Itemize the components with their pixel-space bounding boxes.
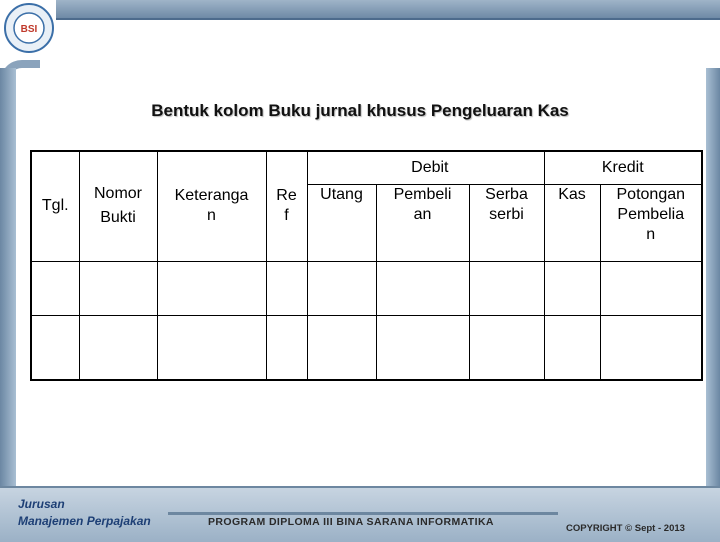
slide-title: Bentuk kolom Buku jurnal khusus Pengeluaran Kas [151,101,569,120]
potongan-label-line1: Potongan [616,185,686,203]
table-cell [157,315,266,380]
footer-program-text: PROGRAM DIPLOMA III BINA SARANA INFORMATIKA [208,516,494,528]
table-cell [376,315,469,380]
kredit-label: Kredit [601,158,644,176]
table-cell [544,315,600,380]
footer-copyright: COPYRIGHT © Sept - 2013 [566,523,685,534]
col-header-utang [307,184,376,261]
table-cell [31,315,79,380]
potongan-label-line3: n [646,225,656,243]
col-header-nomor-bukti [79,151,157,261]
col-header-kas [544,184,600,261]
table-cell [469,261,544,315]
col-header-tgl [31,151,79,261]
table-row [31,261,702,315]
table-cell [79,261,157,315]
top-banner-strip [56,0,720,20]
bukti-label: Bukti [100,209,136,227]
group-header-debit [307,151,544,184]
right-frame-bar [706,68,720,488]
jurnal-pengeluaran-kas-table [30,150,703,381]
serba-label-line1: Serba [485,185,528,203]
table-cell [544,261,600,315]
col-header-potongan-pembelian [600,184,702,261]
keterangan-label-line1: Keteranga [174,187,249,205]
pembelian-label-line1: Pembeli [393,185,452,203]
table-header-row-1 [31,151,702,184]
table-cell [600,261,702,315]
col-header-serba-serbi [469,184,544,261]
ref-label-line1: Re [276,187,297,205]
footer-dept-line1: Jurusan [18,497,65,511]
table-cell [469,315,544,380]
kas-label: Kas [558,185,586,203]
keterangan-label-line2: n [207,207,216,225]
tgl-label: Tgl. [41,197,69,215]
table-cell [79,315,157,380]
left-frame-bar [0,68,16,488]
table-cell [600,315,702,380]
table-cell [31,261,79,315]
footer-bar [0,486,720,542]
footer-divider [168,512,558,515]
col-header-pembelian [376,184,469,261]
table-row [31,315,702,380]
table-cell [307,315,376,380]
table-cell [307,261,376,315]
col-header-keterangan [157,151,266,261]
pembelian-label-line2: an [413,205,432,223]
table-cell [376,261,469,315]
debit-label: Debit [411,158,449,176]
ref-label-line2: f [284,207,289,225]
table-cell [266,261,307,315]
col-header-ref [266,151,307,261]
utang-label: Utang [320,185,363,203]
table-cell [157,261,266,315]
group-header-kredit [544,151,702,184]
footer-dept-line2: Manajemen Perpajakan [18,514,151,528]
table-cell [266,315,307,380]
svg-text:BSI: BSI [20,24,38,35]
potongan-label-line2: Pembelia [617,205,685,223]
footer-department [18,496,178,530]
serba-label-line2: serbi [489,205,524,223]
bsi-logo [3,2,55,54]
nomor-label: Nomor [93,185,142,203]
